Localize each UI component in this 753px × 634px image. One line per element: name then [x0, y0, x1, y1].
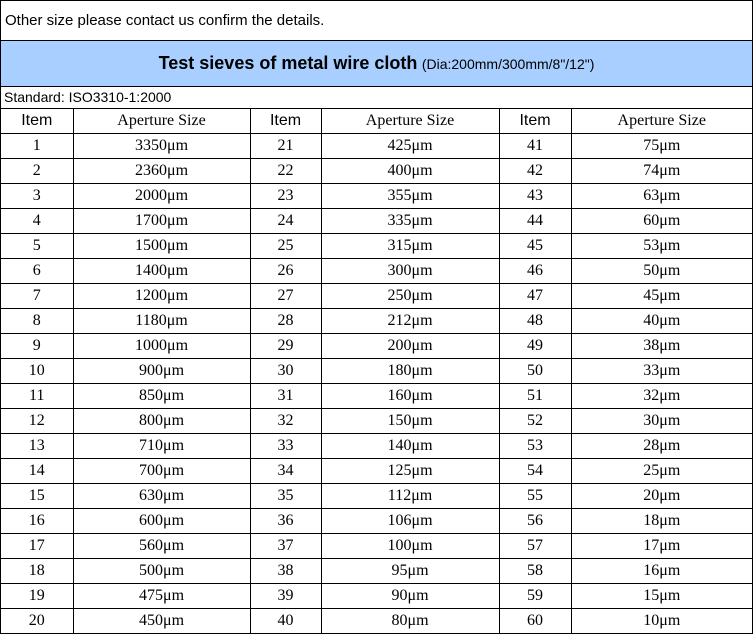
aperture-size: 630μm: [73, 484, 250, 509]
aperture-size: 850μm: [73, 384, 250, 409]
aperture-size: 60μm: [571, 209, 752, 234]
title-main: Test sieves of metal wire cloth: [158, 53, 418, 73]
item-number: 23: [250, 184, 321, 209]
aperture-header: Aperture Size: [73, 109, 250, 134]
item-number: 60: [499, 609, 571, 634]
item-number: 56: [499, 509, 571, 534]
aperture-size: 710μm: [73, 434, 250, 459]
aperture-size: 250μm: [321, 284, 499, 309]
item-number: 2: [1, 159, 73, 184]
item-number: 24: [250, 209, 321, 234]
item-number: 29: [250, 334, 321, 359]
aperture-size: 500μm: [73, 559, 250, 584]
aperture-size: 18μm: [571, 509, 752, 534]
aperture-size: 450μm: [73, 609, 250, 634]
aperture-size: 212μm: [321, 309, 499, 334]
table-row: [1, 309, 752, 334]
item-number: 9: [1, 334, 73, 359]
aperture-size: 38μm: [571, 334, 752, 359]
aperture-size: 400μm: [321, 159, 499, 184]
aperture-header: Aperture Size: [571, 109, 752, 134]
item-number: 19: [1, 584, 73, 609]
aperture-size: 1400μm: [73, 259, 250, 284]
item-number: 54: [499, 459, 571, 484]
item-number: 59: [499, 584, 571, 609]
item-number: 43: [499, 184, 571, 209]
item-number: 37: [250, 534, 321, 559]
item-number: 20: [1, 609, 73, 634]
aperture-table: [1, 109, 752, 633]
aperture-size: 112μm: [321, 484, 499, 509]
aperture-size: 32μm: [571, 384, 752, 409]
item-number: 42: [499, 159, 571, 184]
aperture-size: 45μm: [571, 284, 752, 309]
aperture-size: 125μm: [321, 459, 499, 484]
item-number: 49: [499, 334, 571, 359]
item-number: 53: [499, 434, 571, 459]
item-number: 5: [1, 234, 73, 259]
aperture-size: 16μm: [571, 559, 752, 584]
item-header: Item: [499, 109, 571, 134]
table-row: [1, 384, 752, 409]
aperture-size: 300μm: [321, 259, 499, 284]
item-number: 7: [1, 284, 73, 309]
aperture-size: 100μm: [321, 534, 499, 559]
aperture-size: 900μm: [73, 359, 250, 384]
item-number: 48: [499, 309, 571, 334]
aperture-size: 600μm: [73, 509, 250, 534]
aperture-size: 53μm: [571, 234, 752, 259]
item-number: 47: [499, 284, 571, 309]
aperture-size: 180μm: [321, 359, 499, 384]
table-row: [1, 159, 752, 184]
aperture-size: 40μm: [571, 309, 752, 334]
item-number: 3: [1, 184, 73, 209]
item-number: 36: [250, 509, 321, 534]
item-number: 12: [1, 409, 73, 434]
table-row: [1, 484, 752, 509]
size-note: Other size please contact us confirm the details.: [1, 1, 752, 41]
aperture-size: 800μm: [73, 409, 250, 434]
item-number: 39: [250, 584, 321, 609]
item-number: 41: [499, 134, 571, 159]
aperture-size: 355μm: [321, 184, 499, 209]
header-row: [1, 109, 752, 134]
aperture-size: 700μm: [73, 459, 250, 484]
table-row: [1, 534, 752, 559]
table-row: [1, 459, 752, 484]
table-row: [1, 284, 752, 309]
item-number: 45: [499, 234, 571, 259]
table-row: [1, 584, 752, 609]
item-number: 26: [250, 259, 321, 284]
item-number: 46: [499, 259, 571, 284]
aperture-size: 315μm: [321, 234, 499, 259]
aperture-size: 1700μm: [73, 209, 250, 234]
table-row: [1, 509, 752, 534]
aperture-size: 106μm: [321, 509, 499, 534]
table-row: [1, 559, 752, 584]
item-number: 58: [499, 559, 571, 584]
aperture-header: Aperture Size: [321, 109, 499, 134]
aperture-size: 50μm: [571, 259, 752, 284]
item-number: 32: [250, 409, 321, 434]
item-number: 27: [250, 284, 321, 309]
item-number: 11: [1, 384, 73, 409]
table-title: [1, 41, 752, 87]
aperture-size: 75μm: [571, 134, 752, 159]
item-number: 25: [250, 234, 321, 259]
aperture-size: 20μm: [571, 484, 752, 509]
item-number: 57: [499, 534, 571, 559]
aperture-size: 475μm: [73, 584, 250, 609]
table-row: [1, 209, 752, 234]
item-number: 31: [250, 384, 321, 409]
aperture-size: 33μm: [571, 359, 752, 384]
item-number: 33: [250, 434, 321, 459]
aperture-size: 10μm: [571, 609, 752, 634]
aperture-size: 2360μm: [73, 159, 250, 184]
table-row: [1, 259, 752, 284]
item-number: 34: [250, 459, 321, 484]
item-number: 1: [1, 134, 73, 159]
item-number: 22: [250, 159, 321, 184]
item-number: 44: [499, 209, 571, 234]
table-body: [1, 134, 752, 634]
table-row: [1, 434, 752, 459]
aperture-size: 3350μm: [73, 134, 250, 159]
aperture-size: 560μm: [73, 534, 250, 559]
aperture-size: 1000μm: [73, 334, 250, 359]
item-number: 30: [250, 359, 321, 384]
item-number: 14: [1, 459, 73, 484]
aperture-size: 335μm: [321, 209, 499, 234]
item-number: 28: [250, 309, 321, 334]
aperture-size: 17μm: [571, 534, 752, 559]
aperture-size: 90μm: [321, 584, 499, 609]
table-row: [1, 184, 752, 209]
item-header: Item: [1, 109, 73, 134]
aperture-size: 150μm: [321, 409, 499, 434]
aperture-size: 140μm: [321, 434, 499, 459]
aperture-size: 1180μm: [73, 309, 250, 334]
aperture-size: 63μm: [571, 184, 752, 209]
item-number: 6: [1, 259, 73, 284]
item-number: 38: [250, 559, 321, 584]
aperture-size: 15μm: [571, 584, 752, 609]
item-number: 10: [1, 359, 73, 384]
aperture-size: 95μm: [321, 559, 499, 584]
item-number: 4: [1, 209, 73, 234]
table-row: [1, 134, 752, 159]
item-number: 16: [1, 509, 73, 534]
item-number: 35: [250, 484, 321, 509]
table-row: [1, 334, 752, 359]
aperture-size: 200μm: [321, 334, 499, 359]
aperture-size: 1500μm: [73, 234, 250, 259]
table-row: [1, 234, 752, 259]
item-header: Item: [250, 109, 321, 134]
item-number: 50: [499, 359, 571, 384]
item-number: 15: [1, 484, 73, 509]
aperture-size: 1200μm: [73, 284, 250, 309]
item-number: 21: [250, 134, 321, 159]
item-number: 51: [499, 384, 571, 409]
aperture-size: 25μm: [571, 459, 752, 484]
aperture-size: 30μm: [571, 409, 752, 434]
item-number: 52: [499, 409, 571, 434]
table-row: [1, 409, 752, 434]
item-number: 40: [250, 609, 321, 634]
item-number: 8: [1, 309, 73, 334]
aperture-size: 160μm: [321, 384, 499, 409]
table-row: [1, 609, 752, 634]
aperture-size: 28μm: [571, 434, 752, 459]
aperture-size: 74μm: [571, 159, 752, 184]
item-number: 17: [1, 534, 73, 559]
standard-label: Standard: ISO3310-1:2000: [1, 87, 752, 109]
item-number: 55: [499, 484, 571, 509]
table-row: [1, 359, 752, 384]
item-number: 13: [1, 434, 73, 459]
aperture-size: 80μm: [321, 609, 499, 634]
title-sub: (Dia:200mm/300mm/8"/12"): [421, 56, 595, 72]
aperture-size: 425μm: [321, 134, 499, 159]
aperture-size: 2000μm: [73, 184, 250, 209]
item-number: 18: [1, 559, 73, 584]
